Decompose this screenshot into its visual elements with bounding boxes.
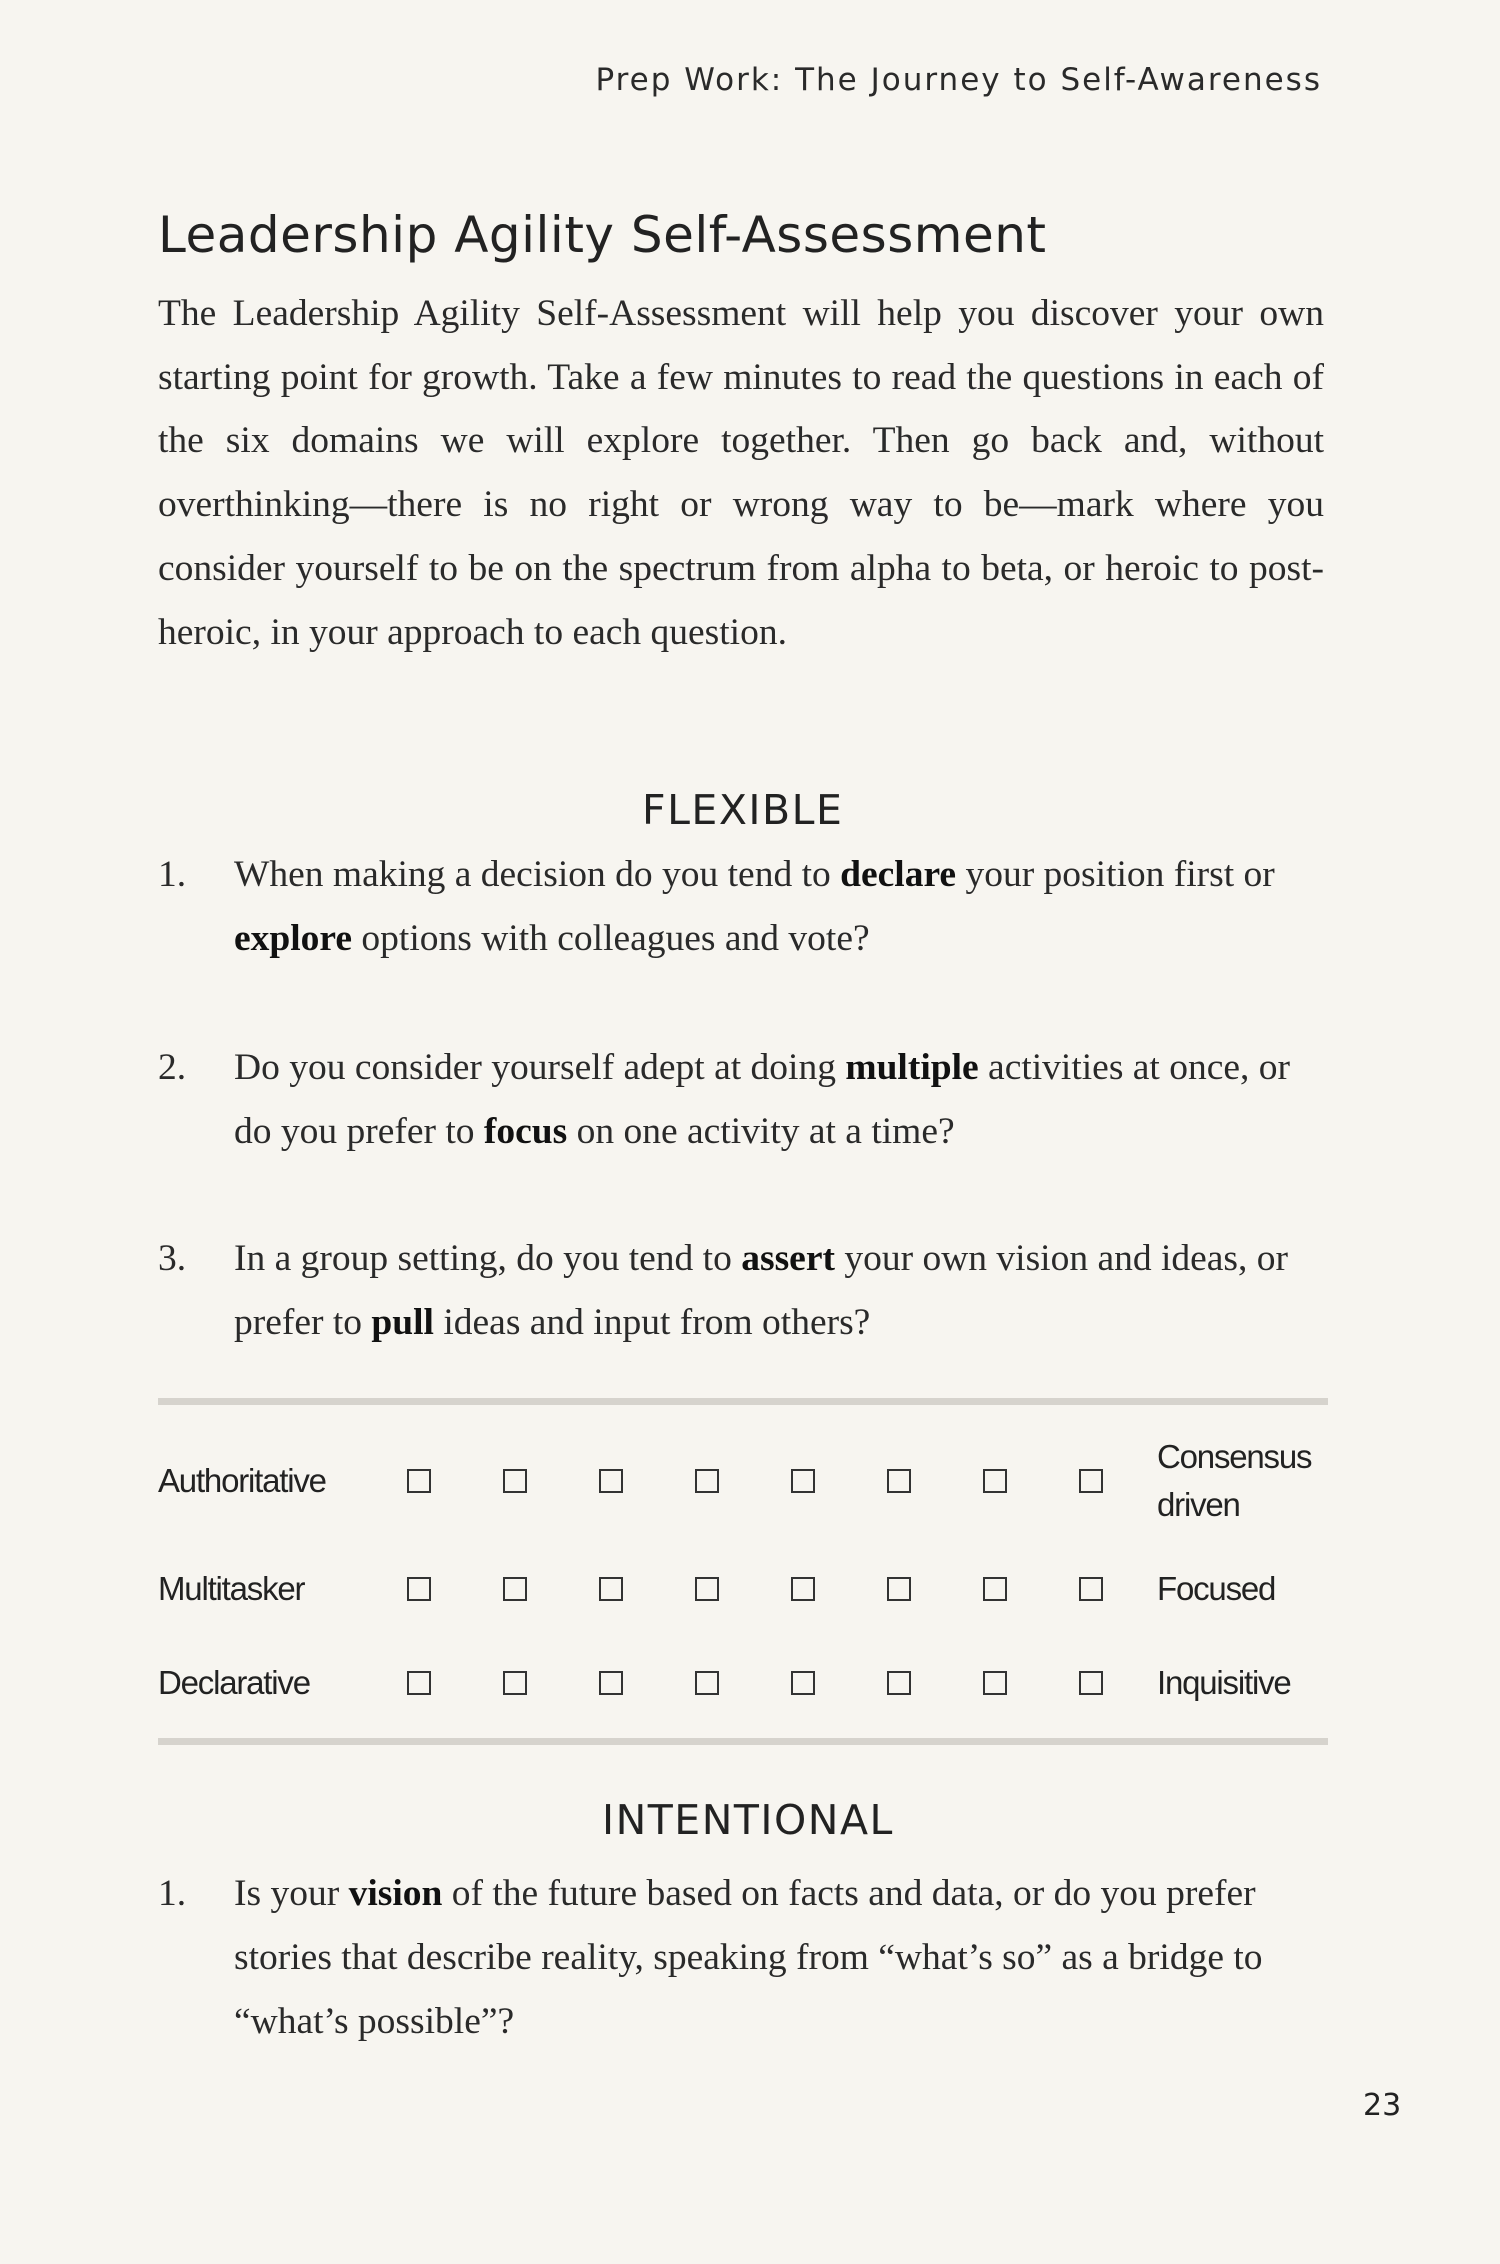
question-number: 3. [158, 1238, 187, 1279]
question-number: 1. [158, 854, 187, 895]
scale-checkbox[interactable] [1079, 1671, 1103, 1695]
running-head: Prep Work: The Journey to Self-Awareness [595, 62, 1322, 98]
keyword-bold: pull [371, 1302, 434, 1343]
scale-checkbox[interactable] [695, 1577, 719, 1601]
scale-checkbox[interactable] [1079, 1577, 1103, 1601]
scale-checkbox[interactable] [695, 1469, 719, 1493]
question-intentional-1 [158, 1862, 1328, 2054]
scale-checkbox[interactable] [503, 1469, 527, 1493]
question-text: Is your vision of the future based on facts and data, or do you prefer stories that describe reality, speaking from “what’s so” as a bridge to “what’s possible”? [234, 1873, 1263, 2042]
question-text: When making a decision do you tend to declare your position first or explore options with colleagues and vote? [234, 854, 1275, 959]
domain-heading-intentional: INTENTIONAL [602, 1796, 894, 1844]
scale-checkbox[interactable] [695, 1671, 719, 1695]
scale-checkbox[interactable] [503, 1671, 527, 1695]
scale-top-rule [158, 1398, 1328, 1405]
scale-row-multitasker-focused [158, 1559, 1328, 1619]
intro-paragraph: The Leadership Agility Self-Assessment will help you discover your own starting point for growth. Take a few minutes to read the questions in each of the six domains we will explore together. Then go back and, without overthinking—there is no right or wrong way to be—mark where you consider yourself to be on the spectrum from alpha to beta, or heroic to post-heroic, in your approach to each question. [158, 293, 1324, 653]
scale-row-declarative-inquisitive [158, 1653, 1328, 1713]
question-number: 1. [158, 1873, 187, 1914]
scale-checkbox[interactable] [791, 1671, 815, 1695]
scale-checkbox[interactable] [791, 1469, 815, 1493]
keyword-bold: declare [840, 854, 957, 895]
scale-checkbox[interactable] [983, 1469, 1007, 1493]
keyword-bold: focus [483, 1111, 568, 1152]
question-text: In a group setting, do you tend to assert your own vision and ideas, or prefer to pull ideas and input from others? [234, 1238, 1289, 1343]
scale-checkbox[interactable] [983, 1577, 1007, 1601]
scale-checkbox[interactable] [407, 1671, 431, 1695]
question-flexible-3 [158, 1227, 1328, 1355]
section-title: Leadership Agility Self-Assessment [158, 206, 1047, 264]
page-number: 23 [1363, 2088, 1402, 2123]
keyword-bold: explore [234, 918, 353, 959]
scale-left-label: Declarative [158, 1664, 310, 1701]
question-flexible-1 [158, 843, 1328, 971]
keyword-bold: multiple [845, 1047, 979, 1088]
scale-right-label: Inquisitive [1157, 1664, 1291, 1701]
scale-row-authoritative-consensus [158, 1438, 1328, 1523]
scale-checkbox[interactable] [599, 1671, 623, 1695]
scale-checkbox[interactable] [887, 1577, 911, 1601]
scale-checkbox[interactable] [599, 1469, 623, 1493]
scale-checkbox[interactable] [407, 1577, 431, 1601]
keyword-bold: assert [741, 1238, 835, 1279]
scale-right-label: Focused [1157, 1570, 1276, 1607]
scale-checkbox[interactable] [407, 1469, 431, 1493]
scale-checkbox[interactable] [503, 1577, 527, 1601]
scale-checkbox[interactable] [1079, 1469, 1103, 1493]
question-number: 2. [158, 1047, 187, 1088]
scale-checkbox[interactable] [599, 1577, 623, 1601]
scale-checkbox[interactable] [791, 1577, 815, 1601]
scale-left-label: Authoritative [158, 1462, 326, 1499]
question-text: Do you consider yourself adept at doing multiple activities at once, or do you prefer to focus on one activity at a time? [234, 1047, 1291, 1152]
scale-right-label: Consensus driven [1157, 1438, 1312, 1523]
scale-bottom-rule [158, 1738, 1328, 1745]
scale-checkbox[interactable] [983, 1671, 1007, 1695]
scale-checkbox[interactable] [887, 1469, 911, 1493]
scale-checkbox[interactable] [887, 1671, 911, 1695]
domain-heading-flexible: FLEXIBLE [642, 786, 844, 834]
scale-left-label: Multitasker [158, 1570, 305, 1607]
keyword-bold: vision [348, 1873, 443, 1914]
question-flexible-2 [158, 1036, 1328, 1164]
